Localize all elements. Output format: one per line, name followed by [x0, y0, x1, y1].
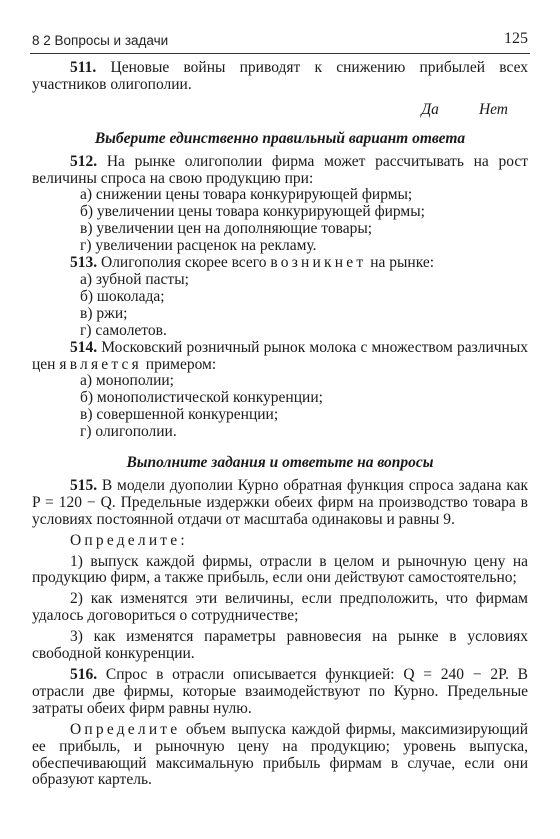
task-item: 1) выпуск каждой фирмы, отрасли в целом и рыночную цену на продукцию фирм, а также прибыль, если они действуют самостоятельно;: [32, 552, 528, 587]
question-516-task: [32, 722, 528, 790]
answer-option: б) увеличении цены товара конкурирующей фирмы;: [80, 203, 425, 221]
section-heading-tasks: Выполните задания и ответьте на вопросы: [126, 454, 434, 472]
question-512: [32, 154, 528, 188]
question-text: На рынке олигополии фирма может рассчитывать на рост величины спроса на свою продукцию при:: [32, 152, 528, 187]
define-label: Определите: [70, 720, 181, 738]
question-number: 515.: [70, 476, 98, 494]
task-item: 3) как изменятся параметры равновесия на рынке в условиях свободной конкуренции.: [32, 628, 528, 663]
question-516: [32, 667, 528, 718]
answer-option: а) монополии;: [80, 372, 174, 390]
question-text: на рынке:: [366, 254, 435, 272]
answer-option: в) увеличении цен на дополняющие товары;: [80, 220, 373, 238]
question-text: объем выпуска каждой фирмы, максимизирующий ее прибыль, и рыночную цену на продукцию; уровень выпуска, обеспечивающий максимальную прибыль фирмам в случае, если они образуют картель.: [32, 720, 528, 789]
spaced-word: является: [59, 355, 142, 373]
question-511: [32, 60, 528, 94]
question-514: [32, 340, 528, 374]
question-number: 516.: [70, 666, 98, 683]
running-header: [30, 30, 530, 50]
page-number: 125: [504, 30, 528, 47]
answer-option: в) ржи;: [80, 304, 128, 322]
question-text: Московский розничный рынок молока с множеством различных цен: [32, 338, 528, 373]
question-number: 514.: [70, 338, 98, 356]
answer-option: в) совершенной конкуренции;: [80, 406, 279, 424]
answer-option: б) шоколада;: [80, 287, 165, 305]
question-513: [32, 255, 528, 272]
question-number: 511.: [70, 59, 97, 76]
spaced-word: возникнет: [270, 254, 367, 272]
question-number: 512.: [70, 152, 98, 170]
page-content: [32, 60, 528, 789]
answer-option: а) снижении цены товара конкурирующей фирмы;: [80, 186, 413, 204]
question-text: В модели дуополии Курно обратная функция спроса задана как P = 120 − Q. Предельные издержки обеих фирм на производство товара в условиях постоянной отдачи от масштаба одинаковы и равны 9.: [32, 476, 528, 528]
answer-option: г) олигополии.: [80, 423, 177, 441]
task-item: 2) как изменятся эти величины, если предположить, что фирмам удалось договориться о сотрудничестве;: [32, 590, 528, 625]
yes-no-choice: [32, 102, 528, 119]
question-515: [32, 478, 528, 529]
answer-option: а) зубной пасты;: [80, 270, 189, 288]
section-title: 8 2 Вопросы и задачи: [32, 33, 169, 48]
header-divider: [30, 53, 530, 54]
question-text: примером:: [141, 355, 217, 373]
question-text: Ценовые войны приводят к снижению прибылей всех участников олигополии.: [32, 59, 528, 93]
define-label: Определите:: [70, 531, 188, 549]
answer-no: Нет: [478, 100, 508, 118]
answer-option: б) монополистической конкуренции;: [80, 389, 323, 407]
answer-option: г) самолетов.: [80, 321, 167, 339]
answer-option: г) увеличении расценок на рекламу.: [80, 237, 317, 255]
question-text: Спрос в отрасли описывается функцией: Q = 240 − 2P. В отрасли две фирмы, которые взаимодействуют по Курно. Предельные затраты обеих фирм равны нулю.: [32, 666, 528, 717]
answer-yes: Да: [421, 100, 439, 118]
question-text: Олигополия скорее всего: [97, 254, 271, 272]
question-number: 513.: [70, 254, 98, 272]
section-heading-choose: Выберите единственно правильный вариант ответа: [94, 129, 466, 147]
